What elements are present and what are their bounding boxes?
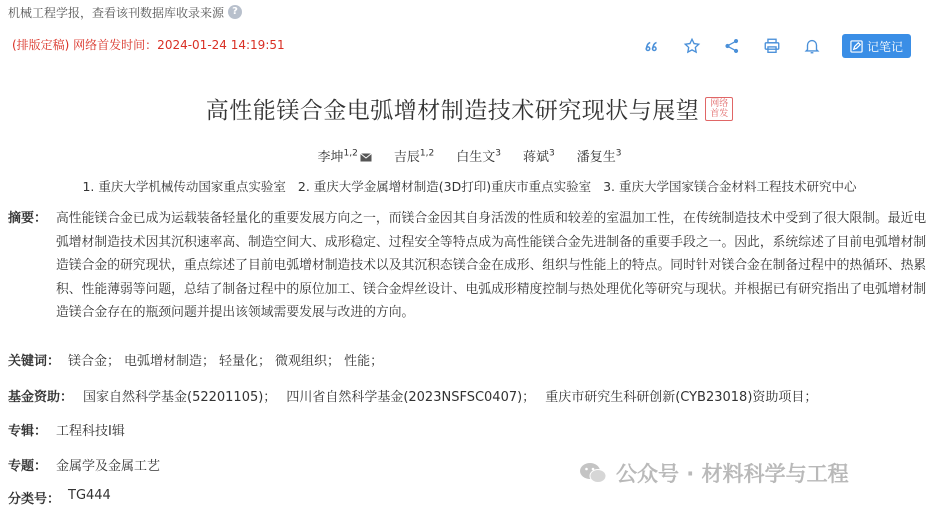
funding-label: 基金资助： <box>8 390 74 405</box>
subscribe-button[interactable] <box>796 32 828 60</box>
journal-source-text[interactable]: 机械工程学报，查看该刊数据库收录来源 <box>8 5 225 20</box>
keyword-link[interactable]: 镁合金； <box>68 354 121 369</box>
quote-icon <box>643 37 661 55</box>
print-icon <box>763 37 781 55</box>
author-item[interactable]: 白生文$^3$ <box>456 148 501 165</box>
funding-link[interactable]: 重庆市研究生科研创新(CYB23018)资助项目； <box>545 390 818 405</box>
abstract-section <box>8 207 928 325</box>
funding-link[interactable]: 国家自然科学基金(52201105)； <box>83 390 277 405</box>
favorite-button[interactable] <box>676 32 708 60</box>
funding-section <box>8 386 821 405</box>
share-button[interactable] <box>716 32 748 60</box>
abstract-text: 高性能镁合金已成为运载装备轻量化的重要发展方向之一，而镁合金因其自身活泼的性质和较差的室温加工性，在传统制造技术中受到了很大限制。最近电弧增材制造技术因其沉积速率高、制造空间大、成形稳定、过程安全等特点成为高性能镁合金先进制备的重要手段之一。因此，系统综述了目前电弧增材制造镁合金的研究现状，重点综述了目前电弧增材制造技术以及其沉积态镁合金在成形、组织与性能上的特点。同时针对镁合金在制备过程中的热循环、热累积、性能薄弱等问题，总结了制备过程中的原位加工、镁合金焊丝设计、电弧成形精度控制与热处理优化等研究与现状。并根据已有研究指出了电弧增材制造镁合金存在的瓶颈问题并提出该领域需要发展与改进的方向。 <box>56 211 927 320</box>
affiliation-list <box>0 177 939 195</box>
keyword-link[interactable]: 电弧增材制造； <box>124 354 216 369</box>
watermark-text: 公众号 · 材料科学与工程 <box>616 462 849 486</box>
share-icon <box>723 37 741 55</box>
watermark <box>578 458 849 488</box>
keywords-label: 关键词： <box>8 354 61 369</box>
take-notes-label: 记笔记 <box>867 39 904 54</box>
star-icon <box>683 37 701 55</box>
online-first-badge: 网络 首发 <box>705 97 733 121</box>
article-title-row <box>0 92 939 125</box>
affiliation-item[interactable]: 3. 重庆大学国家镁合金材料工程技术研究中心 <box>603 179 857 194</box>
print-button[interactable] <box>756 32 788 60</box>
series-section <box>8 420 125 439</box>
keyword-link[interactable]: 轻量化； <box>219 354 272 369</box>
author-item[interactable]: 吉辰$^{1,2}$ <box>393 148 435 165</box>
classification-section <box>8 488 111 507</box>
wechat-icon <box>578 461 608 485</box>
classification-value: TG444 <box>68 488 111 503</box>
journal-source-line[interactable] <box>8 4 242 20</box>
take-notes-button[interactable] <box>842 34 911 58</box>
author-list <box>0 146 939 165</box>
abstract-label: 摘要： <box>8 211 48 226</box>
keyword-link[interactable]: 性能； <box>344 354 384 369</box>
keyword-link[interactable]: 微观组织； <box>275 354 341 369</box>
author-item[interactable]: 李坤$^{1,2}$ <box>318 146 372 165</box>
question-circle-icon[interactable]: ? <box>228 5 242 19</box>
mail-icon[interactable] <box>360 153 372 162</box>
funding-link[interactable]: 四川省自然科学基金(2023NSFSC0407)； <box>286 390 536 405</box>
keywords-section <box>8 350 387 369</box>
author-item[interactable]: 蒋斌$^3$ <box>522 148 555 165</box>
edit-icon <box>850 40 863 53</box>
topic-section <box>8 455 160 474</box>
topic-value: 金属学及金属工艺 <box>56 459 161 474</box>
classification-label: 分类号： <box>8 492 61 507</box>
article-toolbar <box>636 32 911 60</box>
series-value: 工程科技Ⅰ辑 <box>56 424 125 439</box>
article-title: 高性能镁合金电弧增材制造技术研究现状与展望 <box>205 98 700 124</box>
topic-label: 专题： <box>8 459 48 474</box>
bell-icon <box>803 37 821 55</box>
author-item[interactable]: 潘复生$^3$ <box>576 148 622 165</box>
publication-time: (排版定稿) 网络首发时间：2024-01-24 14:19:51 <box>12 38 285 52</box>
affiliation-item[interactable]: 1. 重庆大学机械传动国家重点实验室 <box>82 179 286 194</box>
affiliation-item[interactable]: 2. 重庆大学金属增材制造(3D打印)重庆市重点实验室 <box>297 179 592 194</box>
quote-button[interactable] <box>636 32 668 60</box>
series-label: 专辑： <box>8 424 48 439</box>
